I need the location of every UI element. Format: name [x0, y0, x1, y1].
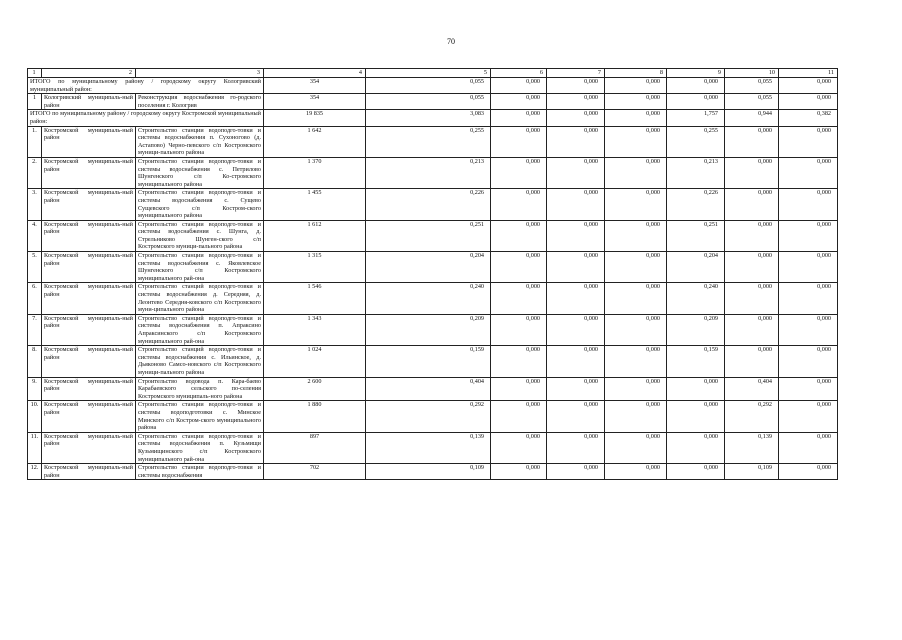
row-number: 9.: [28, 377, 42, 401]
cell-c8: 0,000: [605, 464, 667, 480]
table-row: [28, 314, 838, 345]
row-number: 6.: [28, 283, 42, 314]
cell-c9: 0,226: [667, 189, 725, 220]
cell-c11: 0,000: [779, 377, 838, 401]
cell-c7: 0,000: [547, 126, 605, 157]
cell-c10: 0,109: [725, 464, 779, 480]
column-header: 11: [779, 69, 838, 78]
project-description: Строительство водовода п. Кара-баево Карабаевского сельского по-селения Костромского муниципаль-ного района: [136, 377, 264, 401]
cell-c5: 0,055: [366, 78, 491, 94]
district-cell: Костромской муниципаль-ный район: [42, 432, 136, 463]
cell-c8: 0,000: [605, 283, 667, 314]
cell-c5: 0,209: [366, 314, 491, 345]
cell-c6: 0,000: [491, 110, 547, 126]
cell-c8: 0,000: [605, 252, 667, 283]
project-description: Строительство станции водоподго-товки и системы водоподготовки с. Минское Минского с/п Костром-ского муниципального района: [136, 401, 264, 432]
district-cell: Кологривский муниципаль-ный район: [42, 94, 136, 110]
total-label: ИТОГО по муниципальному району / городскому округу Кологривский муниципальный район:: [28, 78, 264, 94]
investment-table: [27, 68, 838, 480]
cell-c8: 0,000: [605, 220, 667, 251]
district-cell: Костромской муниципаль-ный район: [42, 283, 136, 314]
table-row: [28, 464, 838, 480]
project-description: Строительство станции водоподго-товки и системы водоснабжения п. Сухоногово (д. Астапово) Черно-певского с/п Костромского муници-пального района: [136, 126, 264, 157]
row-number: 10.: [28, 401, 42, 432]
total-label: ИТОГО по муниципальному району / городскому округу Костромской муниципальный район:: [28, 110, 264, 126]
row-number: 2.: [28, 157, 42, 188]
cell-c8: 0,000: [605, 78, 667, 94]
table-row: [28, 189, 838, 220]
page-number: 70: [447, 37, 455, 46]
table-row: [28, 432, 838, 463]
column-header: 5: [366, 69, 491, 78]
cell-c6: 0,000: [491, 401, 547, 432]
cell-c7: 0,000: [547, 252, 605, 283]
row-number: 4.: [28, 220, 42, 251]
cell-c4: 1 343: [264, 314, 366, 345]
cell-c6: 0,000: [491, 126, 547, 157]
cell-c6: 0,000: [491, 377, 547, 401]
cell-c8: 0,000: [605, 314, 667, 345]
cell-c9: 0,000: [667, 464, 725, 480]
cell-c4: 1 315: [264, 252, 366, 283]
cell-c6: 0,000: [491, 94, 547, 110]
cell-c11: 0,382: [779, 110, 838, 126]
cell-c6: 0,000: [491, 220, 547, 251]
cell-c11: 0,000: [779, 401, 838, 432]
column-header: 1: [28, 69, 42, 78]
cell-c7: 0,000: [547, 432, 605, 463]
project-description: Строительство станции водоподго-товки и системы водоснабжения с. Сущево Сущевского с/п Костром-ского муниципального района: [136, 189, 264, 220]
table-row: [28, 401, 838, 432]
cell-c7: 0,000: [547, 94, 605, 110]
district-cell: Костромской муниципаль-ный район: [42, 126, 136, 157]
district-cell: Костромской муниципаль-ный район: [42, 464, 136, 480]
column-header: 6: [491, 69, 547, 78]
project-description: Строительство станции водоподго-товки и системы водоснабжения с. Петрилово Шунгенского с/п Ко-стромского муниципального района: [136, 157, 264, 188]
table-row: [28, 252, 838, 283]
row-number: 3.: [28, 189, 42, 220]
district-cell: Костромской муниципаль-ный район: [42, 220, 136, 251]
table-row: [28, 377, 838, 401]
column-header: 8: [605, 69, 667, 78]
row-number: 5.: [28, 252, 42, 283]
cell-c10: 0,055: [725, 78, 779, 94]
cell-c7: 0,000: [547, 464, 605, 480]
cell-c4: 1 455: [264, 189, 366, 220]
cell-c6: 0,000: [491, 464, 547, 480]
cell-c5: 0,139: [366, 432, 491, 463]
cell-c8: 0,000: [605, 157, 667, 188]
table-row: [28, 157, 838, 188]
district-cell: Костромской муниципаль-ный район: [42, 401, 136, 432]
cell-c7: 0,000: [547, 220, 605, 251]
cell-c10: 0,139: [725, 432, 779, 463]
cell-c11: 0,000: [779, 189, 838, 220]
cell-c6: 0,000: [491, 78, 547, 94]
cell-c5: 0,159: [366, 346, 491, 377]
cell-c5: 0,255: [366, 126, 491, 157]
cell-c9: 0,000: [667, 78, 725, 94]
project-description: Строительство станции водоподго-товки и системы водоснабжения п. Кузьмищи Кузьмищинского с/п Костромского муниципального рай-она: [136, 432, 264, 463]
cell-c10: 0,000: [725, 314, 779, 345]
cell-c11: 0,000: [779, 157, 838, 188]
project-description: Реконструкция водоснабжения го-родского поселения г. Кологрив: [136, 94, 264, 110]
cell-c7: 0,000: [547, 377, 605, 401]
column-header: 2: [42, 69, 136, 78]
cell-c9: 0,000: [667, 432, 725, 463]
cell-c9: 0,209: [667, 314, 725, 345]
cell-c6: 0,000: [491, 314, 547, 345]
cell-c9: 0,159: [667, 346, 725, 377]
cell-c9: 0,213: [667, 157, 725, 188]
cell-c10: 0,000: [725, 189, 779, 220]
district-cell: Костромской муниципаль-ный район: [42, 157, 136, 188]
cell-c6: 0,000: [491, 252, 547, 283]
cell-c10: 0,000: [725, 252, 779, 283]
cell-c8: 0,000: [605, 377, 667, 401]
cell-c11: 0,000: [779, 78, 838, 94]
cell-c11: 0,000: [779, 126, 838, 157]
cell-c7: 0,000: [547, 110, 605, 126]
cell-c4: 897: [264, 432, 366, 463]
cell-c10: 0,000: [725, 346, 779, 377]
cell-c7: 0,000: [547, 401, 605, 432]
cell-c8: 0,000: [605, 126, 667, 157]
cell-c11: 0,000: [779, 346, 838, 377]
table-row: [28, 126, 838, 157]
column-number-row: [28, 69, 838, 78]
cell-c6: 0,000: [491, 283, 547, 314]
cell-c8: 0,000: [605, 432, 667, 463]
cell-c7: 0,000: [547, 157, 605, 188]
project-description: Строительство станций водоподго-товки и системы водоснабжения д. Середняя, д. Леонтево Середня-ковского с/п Костромского муни-ципального района: [136, 283, 264, 314]
cell-c11: 0,000: [779, 464, 838, 480]
project-description: Строительство станции водоподго-товки и системы водоснабжения: [136, 464, 264, 480]
cell-c9: 1,757: [667, 110, 725, 126]
cell-c6: 0,000: [491, 432, 547, 463]
column-header: 7: [547, 69, 605, 78]
cell-c4: 1 880: [264, 401, 366, 432]
project-description: Строительство станции водоподго-товки и системы водоснабжения с. Шунга, д. Стрельниково Шунген-ского с/п Костромского муници-пального района: [136, 220, 264, 251]
cell-c11: 0,000: [779, 283, 838, 314]
cell-c11: 0,000: [779, 432, 838, 463]
cell-c10: 0,404: [725, 377, 779, 401]
cell-c7: 0,000: [547, 78, 605, 94]
cell-c8: 0,000: [605, 401, 667, 432]
cell-c4: 354: [264, 94, 366, 110]
column-header: 9: [667, 69, 725, 78]
cell-c4: 1 642: [264, 126, 366, 157]
cell-c10: 0,000: [725, 157, 779, 188]
cell-c6: 0,000: [491, 157, 547, 188]
cell-c10: 0,000: [725, 126, 779, 157]
cell-c5: 0,213: [366, 157, 491, 188]
cell-c7: 0,000: [547, 346, 605, 377]
district-cell: Костромской муниципаль-ный район: [42, 377, 136, 401]
cell-c9: 0,000: [667, 377, 725, 401]
cell-c8: 0,000: [605, 189, 667, 220]
cell-c10: 0,000: [725, 220, 779, 251]
cell-c4: 1 024: [264, 346, 366, 377]
project-description: Строительство станций водоподго-товки и системы водоснабжения п. Апраксино Апраксинского с/п Костромского муниципального рай-она: [136, 314, 264, 345]
cell-c5: 0,055: [366, 94, 491, 110]
cell-c8: 0,000: [605, 110, 667, 126]
cell-c10: 0,055: [725, 94, 779, 110]
table-row: [28, 346, 838, 377]
cell-c4: 1 612: [264, 220, 366, 251]
cell-c5: 0,109: [366, 464, 491, 480]
cell-c9: 0,240: [667, 283, 725, 314]
table-row: [28, 283, 838, 314]
cell-c9: 0,000: [667, 94, 725, 110]
cell-c5: 0,251: [366, 220, 491, 251]
cell-c4: 19 835: [264, 110, 366, 126]
column-header: 10: [725, 69, 779, 78]
table-row: [28, 94, 838, 110]
cell-c5: 0,292: [366, 401, 491, 432]
cell-c10: 0,000: [725, 283, 779, 314]
cell-c9: 0,204: [667, 252, 725, 283]
district-cell: Костромской муниципаль-ный район: [42, 346, 136, 377]
cell-c10: 0,944: [725, 110, 779, 126]
cell-c5: 3,083: [366, 110, 491, 126]
row-number: 1: [28, 94, 42, 110]
total-row: [28, 110, 838, 126]
district-cell: Костромской муниципаль-ный район: [42, 252, 136, 283]
cell-c9: 0,255: [667, 126, 725, 157]
cell-c11: 0,000: [779, 314, 838, 345]
column-header: 4: [264, 69, 366, 78]
cell-c5: 0,240: [366, 283, 491, 314]
project-description: Строительство станций водоподго-товки и системы водоснабжения с. Ильинское, д. Дьяконово Самсо-новского с/п Костромского муници-пального района: [136, 346, 264, 377]
district-cell: Костромской муниципаль-ный район: [42, 189, 136, 220]
cell-c7: 0,000: [547, 314, 605, 345]
cell-c11: 0,000: [779, 94, 838, 110]
cell-c5: 0,226: [366, 189, 491, 220]
project-description: Строительство станции водоподго-товки и системы водоснабжения с. Яковлевское Шунгенского с/п Костромского муниципального рай-она: [136, 252, 264, 283]
row-number: 11.: [28, 432, 42, 463]
cell-c4: 2 600: [264, 377, 366, 401]
cell-c11: 0,000: [779, 220, 838, 251]
cell-c5: 0,404: [366, 377, 491, 401]
row-number: 12.: [28, 464, 42, 480]
row-number: 7.: [28, 314, 42, 345]
cell-c4: 1 370: [264, 157, 366, 188]
cell-c5: 0,204: [366, 252, 491, 283]
cell-c7: 0,000: [547, 189, 605, 220]
cell-c10: 0,292: [725, 401, 779, 432]
cell-c6: 0,000: [491, 346, 547, 377]
table-row: [28, 220, 838, 251]
cell-c8: 0,000: [605, 346, 667, 377]
row-number: 8.: [28, 346, 42, 377]
column-header: 3: [136, 69, 264, 78]
cell-c9: 0,000: [667, 401, 725, 432]
cell-c11: 0,000: [779, 252, 838, 283]
cell-c8: 0,000: [605, 94, 667, 110]
row-number: 1.: [28, 126, 42, 157]
cell-c4: 702: [264, 464, 366, 480]
cell-c4: 1 546: [264, 283, 366, 314]
cell-c9: 0,251: [667, 220, 725, 251]
cell-c7: 0,000: [547, 283, 605, 314]
cell-c4: 354: [264, 78, 366, 94]
cell-c6: 0,000: [491, 189, 547, 220]
total-row: [28, 78, 838, 94]
district-cell: Костромской муниципаль-ный район: [42, 314, 136, 345]
